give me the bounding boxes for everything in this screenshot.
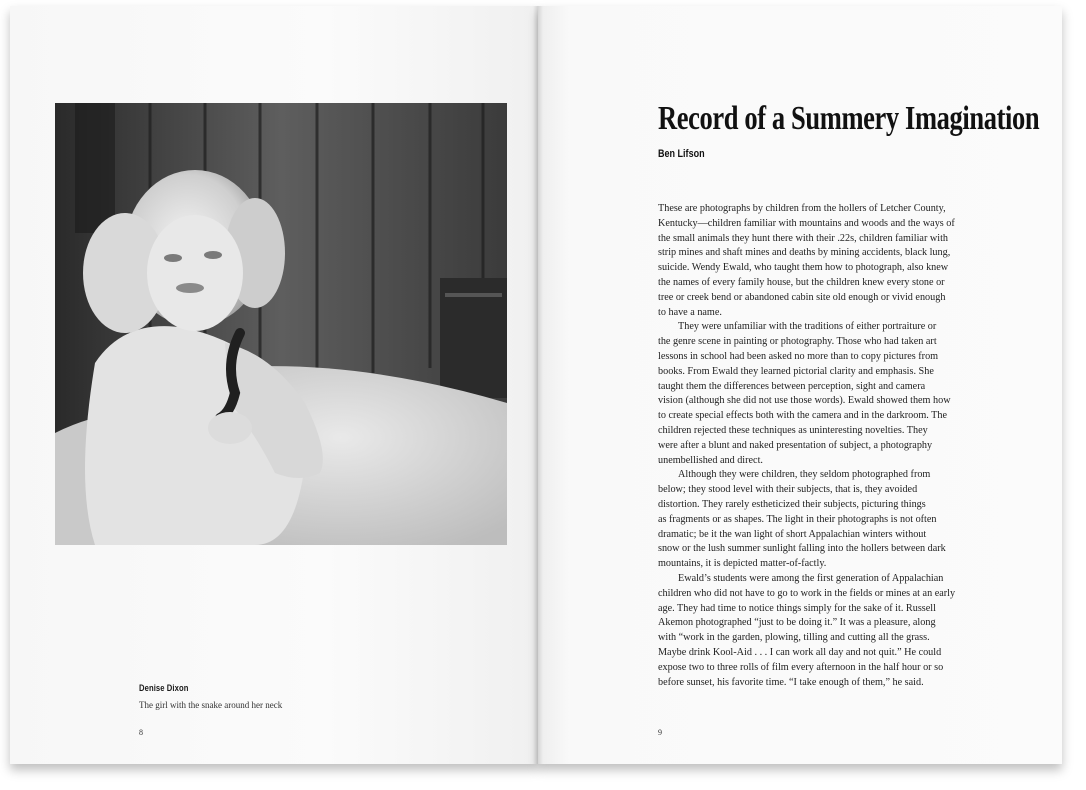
body-line: expose two to three rolls of film every afternoon in the half hour or so [658,661,944,673]
body-line: taught them the differences between perception, sight and camera [658,380,926,392]
page-number-right: 9 [658,728,662,737]
body-line: as fragments or as shapes. The light in their photographs is not often [658,513,937,525]
photo-caption-description: The girl with the snake around her neck [139,700,283,710]
body-line: vision (although she did not use those words). Ewald showed them how [658,395,951,407]
body-line: These are photographs by children from the hollers of Letcher County, [658,203,946,214]
body-line: mountains, it is depicted matter-of-factly. [658,558,827,570]
essay-author: Ben Lifson [658,148,705,160]
body-line: snow or the lush summer sunlight falling into the hollers between dark [658,543,946,555]
body-line: lessons in school had been asked no more than to copy pictures from [658,350,939,362]
body-line: tree or creek bend or abandoned cabin site old enough or vivid enough [658,291,946,303]
page-number-left: 8 [139,728,143,737]
body-line: Maybe drink Kool-Aid . . . I can work all day and not quit.” He could [658,646,942,658]
body-line: They were unfamiliar with the traditions of either portraiture or [678,321,937,333]
body-line: Although they were children, they seldom photographed from [678,469,931,481]
body-line: the small animals they hunt there with their .22s, children familiar with [658,232,948,244]
body-line: children rejected these techniques as uninteresting novelties. They [658,424,928,436]
body-line: unembellished and direct. [658,454,763,466]
body-line: Ewald’s students were among the first generation of Appalachian [678,572,944,584]
body-line: Kentucky—children familiar with mountains and woods and the ways of [658,217,955,229]
body-line: the names of every family house, but the children knew every stone or [658,276,945,288]
body-line: with “work in the garden, plowing, tilling and cutting all the grass. [658,632,930,644]
essay-title: Record of a Summery Imagination [658,100,1040,137]
body-line: Akemon photographed “just to be doing it.” It was a pleasure, along [658,617,936,629]
body-line: age. They had time to notice things simply for the sake of it. Russell [658,602,936,614]
body-line: strip mines and shaft mines and deaths by mining accidents, black lung, [658,247,951,259]
body-line: to have a name. [658,306,722,318]
body-line: dramatic; be it the wan light of short Appalachian winters without [658,528,927,540]
body-line: distortion. They rarely estheticized their subjects, picturing things [658,498,926,510]
photo-caption-name: Denise Dixon [139,683,189,693]
body-line: below; they stood level with their subjects, that is, they avoided [658,484,918,496]
body-line: were after a blunt and naked presentation of subject, a photography [658,439,933,451]
essay-body [658,202,1008,690]
book-gutter [533,6,543,764]
body-line: suicide. Wendy Ewald, who taught them how to photograph, also knew [658,262,949,274]
body-line: the genre scene in painting or photography. Those who had taken art [658,336,937,348]
body-line: books. From Ewald they learned pictorial clarity and emphasis. She [658,365,934,377]
body-line: before sunset, his favorite time. “I take enough of them,” he said. [658,676,924,688]
body-line: to create special effects both with the camera and in the darkroom. The [658,410,948,422]
photograph-girl-with-snake [55,103,507,545]
body-line: children who did not have to go to work in the fields or mines at an early [658,587,956,599]
